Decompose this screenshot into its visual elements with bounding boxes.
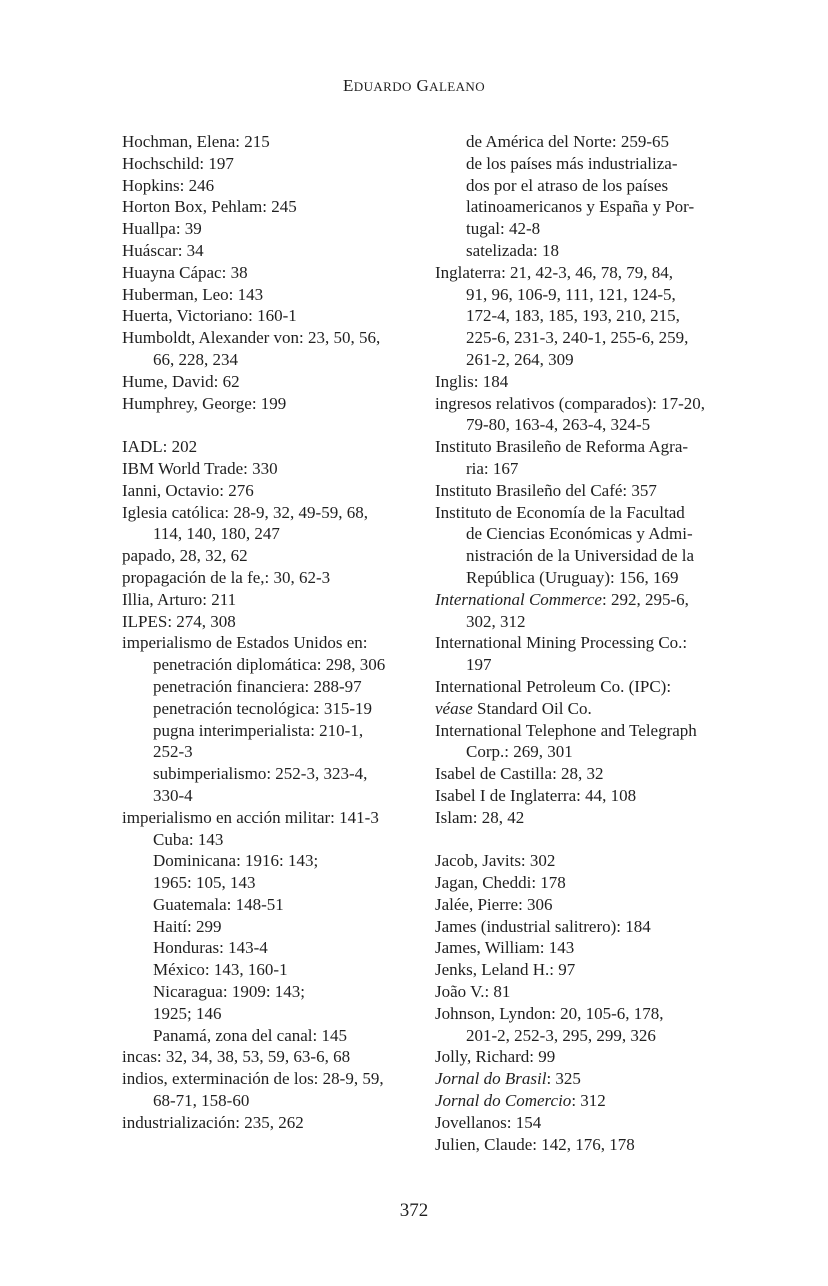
header-author: EDUARDO GALEANO [343,76,485,95]
index-subentry: de los países más industrializa- [466,153,678,173]
index-entry: imperialismo de Estados Unidos en: [122,633,368,653]
index-subentry: 201-2, 252-3, 295, 299, 326 [466,1025,656,1045]
index-subentry: de Ciencias Económicas y Admi- [466,524,693,544]
index-entry: Inglis: 184 [435,371,509,391]
index-subentry: Nicaragua: 1909: 143; [153,982,306,1002]
index-entry: Hume, David: 62 [122,371,240,391]
index-entry: ingresos relativos (comparados): 17-20, [435,393,706,413]
index-subentry: 91, 96, 106-9, 111, 121, 124-5, [466,284,676,304]
index-entry: Instituto Brasileño de Reforma Agra- [435,437,689,457]
index-entry [435,698,725,720]
index-subentry: República (Uruguay): 156, 169 [466,567,679,587]
entry-gap [435,829,725,851]
index-entry: Jalée, Pierre: 306 [435,894,553,914]
index-entry: Horton Box, Pehlam: 245 [122,197,297,217]
index-entry: Instituto de Economía de la Facultad [435,502,685,522]
index-entry: Julien, Claude: 142, 176, 178 [435,1134,635,1154]
index-entry: IADL: 202 [122,437,198,457]
index-entry: Jenks, Leland H.: 97 [435,960,576,980]
index-entry: propagación de la fe,: 30, 62-3 [122,567,331,587]
index-subentry: Honduras: 143-4 [153,938,268,958]
index-entry: Inglaterra: 21, 42-3, 46, 78, 79, 84, [435,262,673,282]
index-subentry: penetración tecnológica: 315-19 [153,698,373,718]
entry-pages: : 292, 295-6, [601,589,689,609]
index-subentry: 330-4 [153,785,193,805]
index-subentry: 172-4, 183, 185, 193, 210, 215, [466,306,680,326]
running-header [0,76,828,96]
entry-pages: Standard Oil Co. [472,698,592,718]
index-subentry: penetración diplomática: 298, 306 [153,655,386,675]
index-subentry: 261-2, 264, 309 [466,349,574,369]
index-subentry: 225-6, 231-3, 240-1, 255-6, 259, [466,328,689,348]
index-entry: Jacob, Javits: 302 [435,851,556,871]
index-subentry: 302, 312 [466,611,526,631]
index-entry: papado, 28, 32, 62 [122,546,248,566]
entry-pages: : 312 [571,1091,606,1111]
index-entry: Jagan, Cheddi: 178 [435,873,566,893]
index-entry: Jovellanos: 154 [435,1112,542,1132]
index-subentry: 1965: 105, 143 [153,873,256,893]
index-entry: João V.: 81 [435,982,511,1002]
index-subentry: pugna interimperialista: 210-1, [153,720,364,740]
index-entry: IBM World Trade: 330 [122,458,278,478]
index-subentry: 114, 140, 180, 247 [153,524,280,544]
index-column-right [435,131,725,1155]
entry-pages: : 325 [546,1069,581,1089]
entry-gap [122,414,412,436]
index-entry: Huerta, Victoriano: 160-1 [122,306,297,326]
index-entry: Illia, Arturo: 211 [122,589,237,609]
index-entry: Johnson, Lyndon: 20, 105-6, 178, [435,1003,664,1023]
index-subentry: tugal: 42-8 [466,219,541,239]
index-entry: Huayna Cápac: 38 [122,262,248,282]
index-entry: Huberman, Leo: 143 [122,284,264,304]
index-subentry: 252-3 [153,742,193,762]
index-subentry: de América del Norte: 259-65 [466,132,669,151]
index-entry [435,1090,725,1112]
index-subentry: 66, 228, 234 [153,349,238,369]
index-entry: James, William: 143 [435,938,575,958]
index-subentry: Cuba: 143 [153,829,224,849]
entry-italic-title: International Commerce [435,589,602,609]
index-entry: ILPES: 274, 308 [122,611,236,631]
index-entry: Isabel de Castilla: 28, 32 [435,764,604,784]
index-subentry: latinoamericanos y España y Por- [466,197,695,217]
index-subentry: ria: 167 [466,458,519,478]
index-subentry: dos por el atraso de los países [466,175,669,195]
index-entry: Ianni, Octavio: 276 [122,480,254,500]
index-entry: Hopkins: 246 [122,175,215,195]
index-subentry: 1925; 146 [153,1003,222,1023]
entry-italic-title: Jornal do Brasil [435,1069,547,1089]
index-entry: Jolly, Richard: 99 [435,1047,556,1067]
index-entry: Instituto Brasileño del Café: 357 [435,480,657,500]
index-entry: Hochman, Elena: 215 [122,132,270,151]
index-entry: International Telephone and Telegraph [435,720,697,740]
index-entry: Huáscar: 34 [122,240,204,260]
index-entry: Isabel I de Inglaterra: 44, 108 [435,785,637,805]
index-entry: Huallpa: 39 [122,219,202,239]
index-entry: International Petroleum Co. (IPC): [435,676,672,696]
index-entry: Humphrey, George: 199 [122,393,287,413]
index-entry: Hochschild: 197 [122,153,234,173]
index-entry [435,589,725,611]
index-entry: imperialismo en acción militar: 141-3 [122,807,379,827]
index-subentry: 79-80, 163-4, 263-4, 324-5 [466,415,651,435]
index-subentry: subimperialismo: 252-3, 323-4, [153,764,368,784]
index-entry: International Mining Processing Co.: [435,633,688,653]
index-subentry: Haití: 299 [153,916,222,936]
entry-italic-title: Jornal do Comercio [435,1091,572,1111]
page-number: 372 [399,1200,429,1221]
index-subentry: Corp.: 269, 301 [466,742,573,762]
index-column-left [122,131,412,1134]
index-subentry: México: 143, 160-1 [153,960,288,980]
index-entry: James (industrial salitrero): 184 [435,916,651,936]
index-entry: incas: 32, 34, 38, 53, 59, 63-6, 68 [122,1047,351,1067]
index-entry [435,1068,725,1090]
index-subentry: Dominicana: 1916: 143; [153,851,319,871]
index-entry: Iglesia católica: 28-9, 32, 49-59, 68, [122,502,368,522]
index-subentry: penetración financiera: 288-97 [153,676,362,696]
index-subentry: nistración de la Universidad de la [466,546,695,566]
index-entry: Humboldt, Alexander von: 23, 50, 56, [122,328,381,348]
index-subentry: 68-71, 158-60 [153,1091,250,1111]
index-subentry: Panamá, zona del canal: 145 [153,1025,348,1045]
index-subentry: satelizada: 18 [466,240,559,260]
index-entry: Islam: 28, 42 [435,807,525,827]
entry-italic-title: véase [435,698,473,718]
index-entry: indios, exterminación de los: 28-9, 59, [122,1069,384,1089]
index-subentry: Guatemala: 148-51 [153,894,284,914]
index-subentry: 197 [466,655,492,675]
index-entry: industrialización: 235, 262 [122,1112,304,1132]
